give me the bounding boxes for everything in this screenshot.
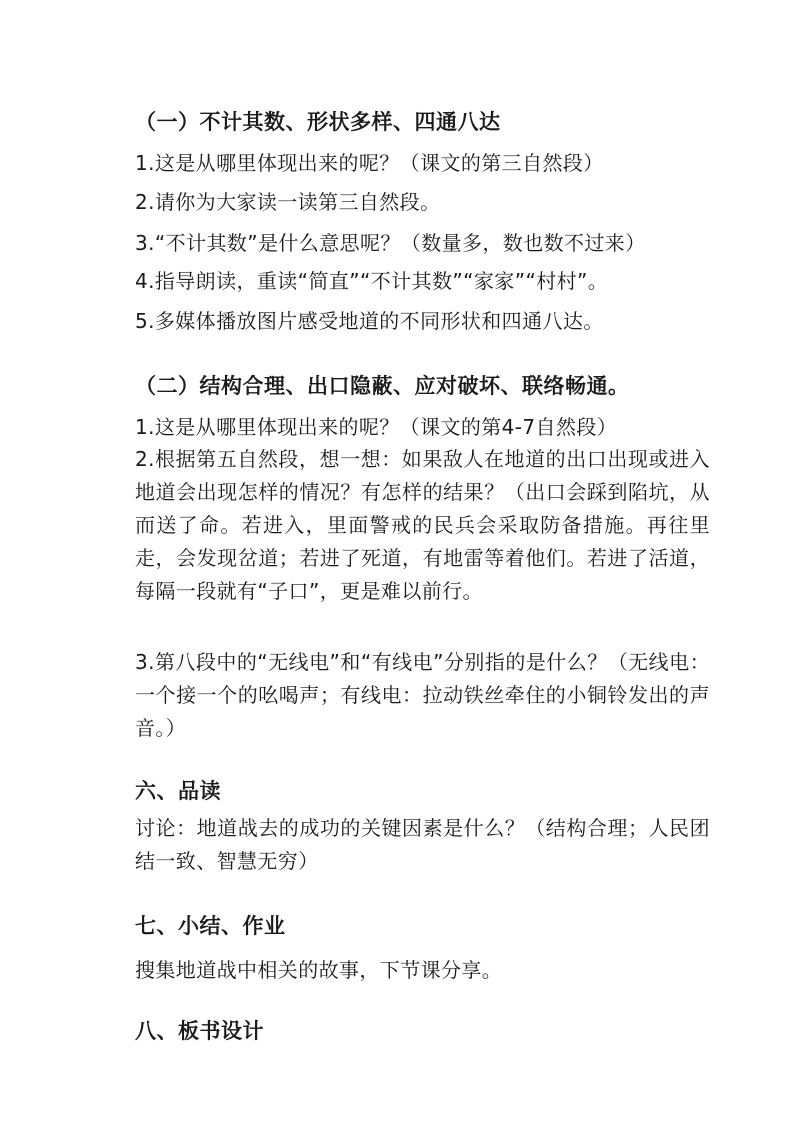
section-2-item-2: 2.根据第五自然段，想一想：如果敌人在地道的出口出现或进入地道会出现怎样的情况？有怎样的结果？（出口会踩到陷坑，从而送了命。若进入，里面警戒的民兵会采取防备措施。再往里走，会发现岔道；若进了死道，有地雷等着他们。若进了活道，每隔一段就有“子口”，更是难以前行。	[135, 447, 710, 603]
section-1-item-1: 1.这是从哪里体现出来的呢？（课文的第三自然段）	[135, 151, 604, 175]
section-2-item-1: 1.这是从哪里体现出来的呢？（课文的第4-7自然段）	[135, 415, 618, 439]
section-7-heading: 七、小结、作业	[135, 914, 286, 938]
section-6-text: 讨论：地道战去的成功的关键因素是什么？（结构合理；人民团结一致、智慧无穷）	[135, 816, 710, 873]
section-1-item-5: 5.多媒体播放图片感受地道的不同形状和四通八达。	[135, 309, 604, 333]
section-1-item-3: 3.“不计其数”是什么意思呢？（数量多，数也数不过来）	[135, 231, 646, 255]
section-2-heading: （二）结构合理、出口隐蔽、应对破坏、联络畅通。	[135, 374, 630, 398]
section-6-heading: 六、品读	[135, 779, 221, 803]
section-8-heading: 八、板书设计	[135, 1019, 264, 1043]
section-1-item-2: 2.请你为大家读一读第三自然段。	[135, 190, 441, 214]
section-7-text: 搜集地道战中相关的故事，下节课分享。	[135, 958, 503, 982]
section-1-item-4: 4.指导朗读，重读“简直”“不计其数”“家家”“村村”。	[135, 269, 609, 293]
section-1-heading: （一）不计其数、形状多样、四通八达	[135, 110, 501, 134]
section-2-item-3: 3.第八段中的“无线电”和“有线电”分别指的是什么？（无线电：一个接一个的吆喝声；有线电：拉动铁丝牵住的小铜铃发出的声音。）	[135, 650, 710, 740]
